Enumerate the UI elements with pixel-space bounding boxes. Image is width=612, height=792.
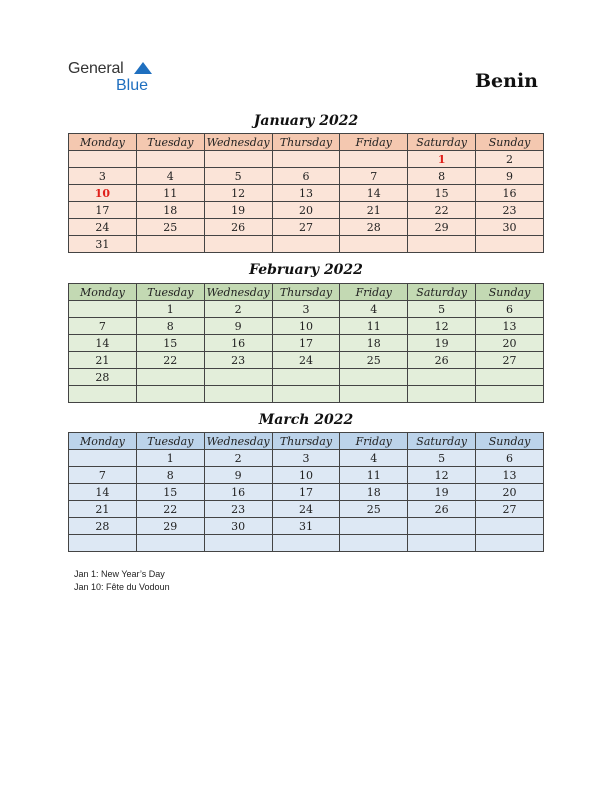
logo-triangle-icon <box>134 62 152 74</box>
day-cell: 21 <box>69 352 137 369</box>
empty-day-cell <box>476 369 544 386</box>
day-cell: 17 <box>69 202 137 219</box>
day-cell: 9 <box>204 467 272 484</box>
day-cell: 11 <box>136 185 204 202</box>
day-cell: 15 <box>136 335 204 352</box>
day-cell: 29 <box>408 219 476 236</box>
empty-day-cell <box>272 151 340 168</box>
day-cell: 15 <box>136 484 204 501</box>
weekday-header-row <box>69 433 544 450</box>
day-cell: 5 <box>408 450 476 467</box>
empty-day-cell <box>204 386 272 403</box>
empty-day-cell <box>340 236 408 253</box>
month-title-march: March 2022 <box>258 412 354 428</box>
month-title-january: January 2022 <box>253 113 359 129</box>
holiday-day-cell: 1 <box>408 151 476 168</box>
week-row <box>69 335 544 352</box>
weekday-header-wednesday: Wednesday <box>204 433 272 450</box>
empty-day-cell <box>476 236 544 253</box>
day-cell: 13 <box>272 185 340 202</box>
empty-day-cell <box>136 386 204 403</box>
weekday-header-monday: Monday <box>69 134 137 151</box>
empty-day-cell <box>136 535 204 552</box>
empty-day-cell <box>69 535 137 552</box>
day-cell: 5 <box>204 168 272 185</box>
weekday-header-monday: Monday <box>69 433 137 450</box>
empty-day-cell <box>272 236 340 253</box>
day-cell: 28 <box>69 518 137 535</box>
day-cell: 23 <box>204 352 272 369</box>
day-cell: 29 <box>136 518 204 535</box>
empty-day-cell <box>204 151 272 168</box>
empty-day-cell <box>272 386 340 403</box>
day-cell: 25 <box>340 352 408 369</box>
day-cell: 6 <box>476 301 544 318</box>
weekday-header-sunday: Sunday <box>476 284 544 301</box>
empty-day-cell <box>340 369 408 386</box>
day-cell: 6 <box>272 168 340 185</box>
day-cell: 17 <box>272 484 340 501</box>
day-cell: 21 <box>69 501 137 518</box>
holiday-day-cell: 10 <box>69 185 137 202</box>
weekday-header-tuesday: Tuesday <box>136 433 204 450</box>
day-cell: 2 <box>476 151 544 168</box>
day-cell: 16 <box>476 185 544 202</box>
day-cell: 14 <box>69 335 137 352</box>
logo-text-blue: Blue <box>116 77 149 94</box>
day-cell: 2 <box>204 450 272 467</box>
day-cell: 16 <box>204 484 272 501</box>
week-row <box>69 386 544 403</box>
day-cell: 21 <box>340 202 408 219</box>
day-cell: 4 <box>136 168 204 185</box>
empty-day-cell <box>204 236 272 253</box>
day-cell: 1 <box>136 301 204 318</box>
week-row <box>69 236 544 253</box>
holiday-note: Jan 1: New Year’s Day <box>74 569 165 579</box>
day-cell: 27 <box>476 501 544 518</box>
day-cell: 4 <box>340 301 408 318</box>
empty-day-cell <box>340 386 408 403</box>
day-cell: 24 <box>69 219 137 236</box>
day-cell: 19 <box>408 335 476 352</box>
day-cell: 4 <box>340 450 408 467</box>
day-cell: 27 <box>476 352 544 369</box>
empty-day-cell <box>69 450 137 467</box>
day-cell: 17 <box>272 335 340 352</box>
logo-text-general: General <box>68 60 124 77</box>
day-cell: 9 <box>204 318 272 335</box>
weekday-header-row <box>69 134 544 151</box>
weekday-header-monday: Monday <box>69 284 137 301</box>
day-cell: 7 <box>340 168 408 185</box>
day-cell: 11 <box>340 318 408 335</box>
day-cell: 14 <box>69 484 137 501</box>
day-cell: 28 <box>69 369 137 386</box>
day-cell: 8 <box>408 168 476 185</box>
empty-day-cell <box>69 386 137 403</box>
day-cell: 10 <box>272 467 340 484</box>
day-cell: 8 <box>136 318 204 335</box>
week-row <box>69 518 544 535</box>
week-row <box>69 185 544 202</box>
country-title: Benin <box>475 70 538 92</box>
day-cell: 1 <box>136 450 204 467</box>
day-cell: 8 <box>136 467 204 484</box>
day-cell: 15 <box>408 185 476 202</box>
day-cell: 25 <box>136 219 204 236</box>
day-cell: 14 <box>340 185 408 202</box>
day-cell: 3 <box>272 301 340 318</box>
weekday-header-sunday: Sunday <box>476 433 544 450</box>
empty-day-cell <box>136 151 204 168</box>
day-cell: 27 <box>272 219 340 236</box>
day-cell: 3 <box>69 168 137 185</box>
week-row <box>69 501 544 518</box>
weekday-header-saturday: Saturday <box>408 433 476 450</box>
day-cell: 16 <box>204 335 272 352</box>
day-cell: 30 <box>204 518 272 535</box>
day-cell: 31 <box>272 518 340 535</box>
day-cell: 30 <box>476 219 544 236</box>
week-row <box>69 535 544 552</box>
empty-day-cell <box>408 386 476 403</box>
empty-day-cell <box>340 518 408 535</box>
week-row <box>69 450 544 467</box>
empty-day-cell <box>69 301 137 318</box>
weekday-header-saturday: Saturday <box>408 284 476 301</box>
empty-day-cell <box>408 518 476 535</box>
day-cell: 24 <box>272 501 340 518</box>
day-cell: 12 <box>408 467 476 484</box>
holiday-note: Jan 10: Fête du Vodoun <box>74 582 170 592</box>
empty-day-cell <box>340 151 408 168</box>
empty-day-cell <box>408 535 476 552</box>
week-row <box>69 219 544 236</box>
week-row <box>69 369 544 386</box>
day-cell: 19 <box>204 202 272 219</box>
empty-day-cell <box>476 518 544 535</box>
day-cell: 2 <box>204 301 272 318</box>
day-cell: 22 <box>408 202 476 219</box>
empty-day-cell <box>476 386 544 403</box>
day-cell: 26 <box>408 352 476 369</box>
day-cell: 12 <box>408 318 476 335</box>
day-cell: 23 <box>204 501 272 518</box>
day-cell: 20 <box>476 335 544 352</box>
weekday-header-thursday: Thursday <box>272 134 340 151</box>
week-row <box>69 301 544 318</box>
empty-day-cell <box>408 369 476 386</box>
empty-day-cell <box>408 236 476 253</box>
day-cell: 7 <box>69 318 137 335</box>
day-cell: 12 <box>204 185 272 202</box>
day-cell: 26 <box>204 219 272 236</box>
holiday-notes <box>74 568 170 594</box>
weekday-header-friday: Friday <box>340 433 408 450</box>
day-cell: 23 <box>476 202 544 219</box>
week-row <box>69 318 544 335</box>
day-cell: 24 <box>272 352 340 369</box>
day-cell: 13 <box>476 318 544 335</box>
weekday-header-wednesday: Wednesday <box>204 284 272 301</box>
day-cell: 13 <box>476 467 544 484</box>
day-cell: 28 <box>340 219 408 236</box>
weekday-header-friday: Friday <box>340 284 408 301</box>
week-row <box>69 484 544 501</box>
day-cell: 22 <box>136 352 204 369</box>
day-cell: 11 <box>340 467 408 484</box>
day-cell: 6 <box>476 450 544 467</box>
day-cell: 18 <box>340 335 408 352</box>
empty-day-cell <box>204 369 272 386</box>
day-cell: 20 <box>476 484 544 501</box>
empty-day-cell <box>340 535 408 552</box>
week-row <box>69 151 544 168</box>
day-cell: 5 <box>408 301 476 318</box>
empty-day-cell <box>476 535 544 552</box>
generalblue-logo <box>68 60 168 96</box>
weekday-header-wednesday: Wednesday <box>204 134 272 151</box>
day-cell: 9 <box>476 168 544 185</box>
day-cell: 18 <box>340 484 408 501</box>
weekday-header-saturday: Saturday <box>408 134 476 151</box>
day-cell: 26 <box>408 501 476 518</box>
calendar-january <box>68 133 544 253</box>
day-cell: 25 <box>340 501 408 518</box>
week-row <box>69 467 544 484</box>
day-cell: 31 <box>69 236 137 253</box>
week-row <box>69 202 544 219</box>
weekday-header-thursday: Thursday <box>272 284 340 301</box>
empty-day-cell <box>272 369 340 386</box>
calendar-march <box>68 432 544 552</box>
weekday-header-tuesday: Tuesday <box>136 284 204 301</box>
day-cell: 18 <box>136 202 204 219</box>
weekday-header-friday: Friday <box>340 134 408 151</box>
week-row <box>69 168 544 185</box>
calendar-february <box>68 283 544 403</box>
weekday-header-row <box>69 284 544 301</box>
week-row <box>69 352 544 369</box>
day-cell: 22 <box>136 501 204 518</box>
empty-day-cell <box>136 369 204 386</box>
day-cell: 10 <box>272 318 340 335</box>
empty-day-cell <box>69 151 137 168</box>
day-cell: 20 <box>272 202 340 219</box>
month-title-february: February 2022 <box>249 262 363 278</box>
weekday-header-tuesday: Tuesday <box>136 134 204 151</box>
day-cell: 19 <box>408 484 476 501</box>
empty-day-cell <box>204 535 272 552</box>
empty-day-cell <box>136 236 204 253</box>
weekday-header-thursday: Thursday <box>272 433 340 450</box>
day-cell: 7 <box>69 467 137 484</box>
empty-day-cell <box>272 535 340 552</box>
weekday-header-sunday: Sunday <box>476 134 544 151</box>
day-cell: 3 <box>272 450 340 467</box>
